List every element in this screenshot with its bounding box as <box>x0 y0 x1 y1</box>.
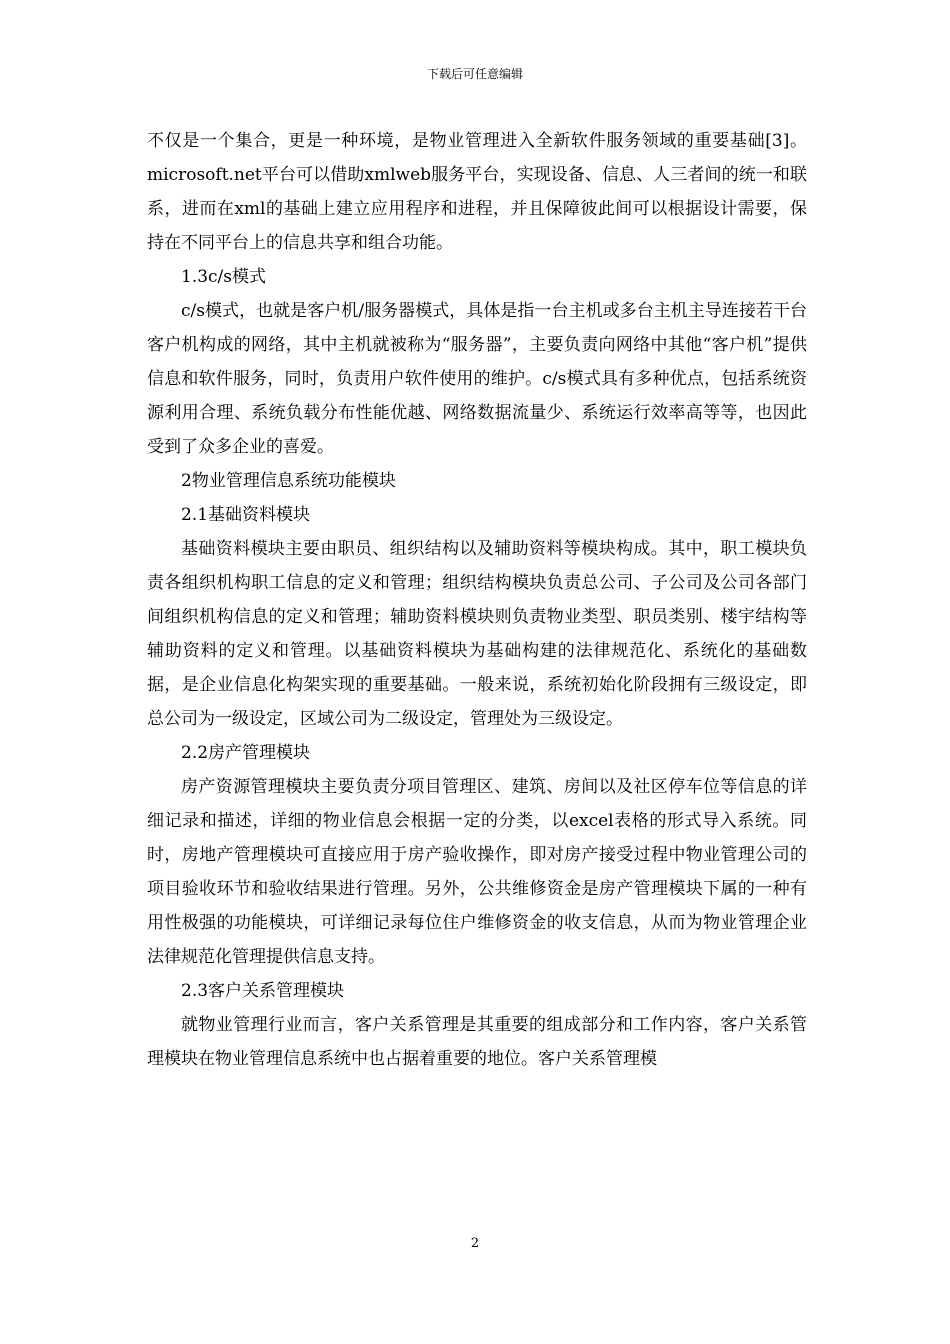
paragraph: 基础资料模块主要由职员、组织结构以及辅助资料等模块构成。其中，职工模块负责各组织机构职工信息的定义和管理；组织结构模块负责总公司、子公司及公司各部门间组织机构信息的定义和管理；辅助资料模块则负责物业类型、职员类别、楼宇结构等辅助资料的定义和管理。以基础资料模块为基础构建的法律规范化、系统化的基础数据，是企业信息化构架实现的重要基础。一般来说，系统初始化阶段拥有三级设定，即总公司为一级设定，区域公司为二级设定，管理处为三级设定。 <box>147 539 807 729</box>
paragraph: 不仅是一个集合，更是一种环境，是物业管理进入全新软件服务领域的重要基础[3]。microsoft.net平台可以借助xmlweb服务平台，实现设备、信息、人三者间的统一和联系，进而在xml的基础上建立应用程序和进程，并且保障彼此间可以根据设计需要，保持在不同平台上的信息共享和组合功能。 <box>147 131 807 253</box>
document-body <box>147 124 807 1076</box>
section-heading: 2.1基础资料模块 <box>181 505 311 525</box>
section-heading: 1.3c/s模式 <box>181 267 267 287</box>
page-number: 2 <box>470 1236 480 1251</box>
section-heading: 2.2房产管理模块 <box>181 743 311 763</box>
paragraph: c/s模式，也就是客户机/服务器模式，具体是指一台主机或多台主机主导连接若干台客户机构成的网络，其中主机就被称为“服务器”，主要负责向网络中其他“客户机”提供信息和软件服务，同时，负责用户软件使用的维护。c/s模式具有多种优点，包括系统资源利用合理、系统负载分布性能优越、网络数据流量少、系统运行效率高等等，也因此受到了众多企业的喜爱。 <box>147 301 807 457</box>
paragraph: 就物业管理行业而言，客户关系管理是其重要的组成部分和工作内容，客户关系管理模块在物业管理信息系统中也占据着重要的地位。客户关系管理模 <box>147 1015 807 1069</box>
page-header: 下载后可任意编辑 <box>426 67 523 81</box>
section-heading: 2.3客户关系管理模块 <box>181 981 345 1001</box>
section-heading: 2物业管理信息系统功能模块 <box>181 471 396 491</box>
paragraph: 房产资源管理模块主要负责分项目管理区、建筑、房间以及社区停车位等信息的详细记录和描述，详细的物业信息会根据一定的分类，以excel表格的形式导入系统。同时，房地产管理模块可直接应用于房产验收操作，即对房产接受过程中物业管理公司的项目验收环节和验收结果进行管理。另外，公共维修资金是房产管理模块下属的一种有用性极强的功能模块，可详细记录每位住户维修资金的收支信息，从而为物业管理企业法律规范化管理提供信息支持。 <box>147 777 807 967</box>
